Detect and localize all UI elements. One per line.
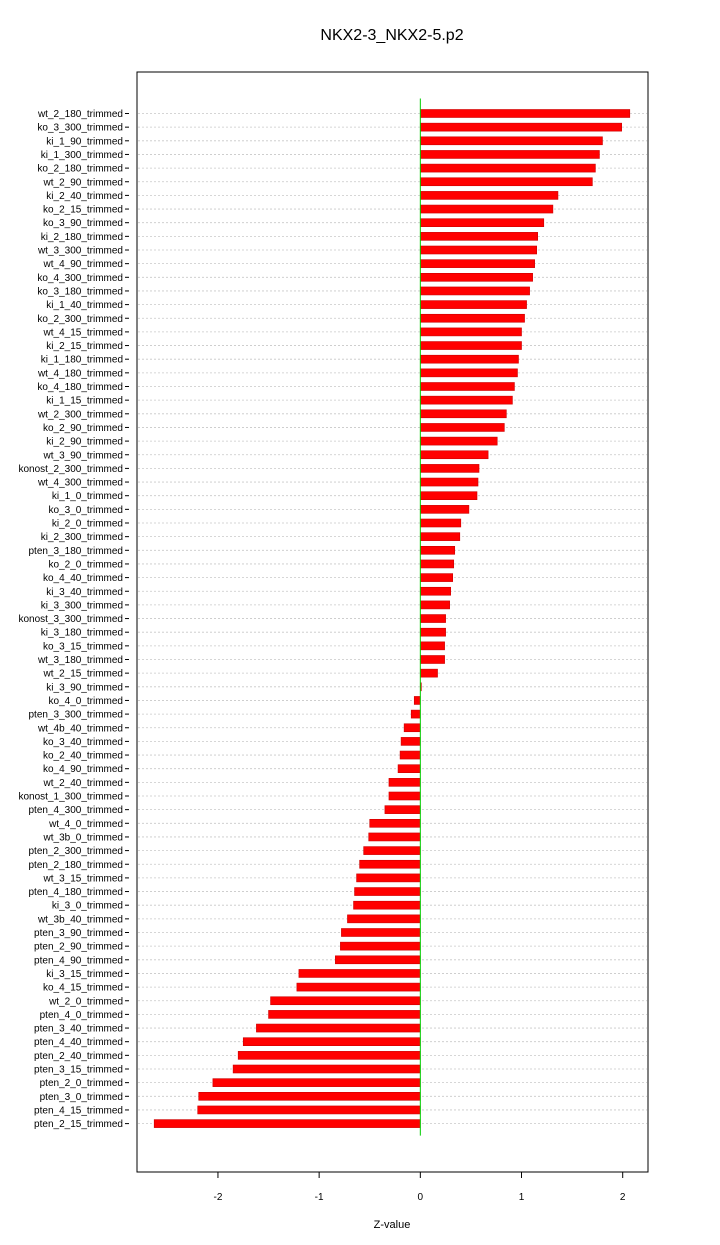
bar bbox=[360, 860, 421, 868]
category-label: ko_3_90_trimmed bbox=[42, 218, 123, 230]
category-label: ko_2_300_trimmed bbox=[37, 313, 123, 325]
bar bbox=[357, 874, 421, 882]
category-label: ki_1_300_trimmed bbox=[40, 149, 123, 161]
bar bbox=[389, 778, 420, 786]
category-label: pten_2_180_trimmed bbox=[28, 859, 123, 871]
bar bbox=[420, 574, 452, 582]
category-label: ko_4_40_trimmed bbox=[42, 573, 123, 585]
category-label: wt_2_15_trimmed bbox=[43, 668, 123, 680]
category-label: konost_3_300_trimmed bbox=[18, 614, 123, 626]
category-label: wt_3_90_trimmed bbox=[43, 450, 123, 462]
category-label: ko_3_40_trimmed bbox=[42, 736, 123, 748]
category-label: ko_2_0_trimmed bbox=[48, 559, 123, 571]
category-label: ki_2_40_trimmed bbox=[46, 190, 123, 202]
category-label: ki_1_90_trimmed bbox=[46, 136, 123, 148]
category-label: ko_4_300_trimmed bbox=[37, 272, 123, 284]
bar bbox=[420, 110, 629, 118]
category-label: pten_3_300_trimmed bbox=[28, 709, 123, 721]
bar bbox=[420, 615, 445, 623]
bar bbox=[420, 219, 543, 227]
bar bbox=[385, 806, 420, 814]
bar bbox=[389, 792, 420, 800]
category-label: pten_4_0_trimmed bbox=[39, 1009, 123, 1021]
category-label: ko_2_15_trimmed bbox=[42, 204, 123, 216]
bar bbox=[340, 942, 420, 950]
category-label: ki_3_15_trimmed bbox=[46, 968, 123, 980]
bar bbox=[420, 451, 488, 459]
bar bbox=[420, 164, 595, 172]
bar bbox=[420, 492, 477, 500]
bar bbox=[213, 1079, 420, 1087]
bar bbox=[199, 1092, 421, 1100]
category-label: ko_3_0_trimmed bbox=[48, 504, 123, 516]
category-label: wt_2_300_trimmed bbox=[37, 409, 123, 421]
category-label: wt_3b_0_trimmed bbox=[43, 832, 123, 844]
x-axis-title: Z-value bbox=[373, 1219, 411, 1231]
category-label: ki_1_0_trimmed bbox=[51, 491, 123, 503]
bar bbox=[297, 983, 420, 991]
bar bbox=[420, 191, 558, 199]
category-label: ki_3_90_trimmed bbox=[46, 682, 123, 694]
bar bbox=[420, 601, 449, 609]
bar bbox=[354, 901, 421, 909]
bar bbox=[420, 383, 514, 391]
x-tick-label: -1 bbox=[314, 1192, 324, 1203]
bar bbox=[420, 656, 444, 664]
category-label: pten_4_180_trimmed bbox=[28, 887, 123, 899]
category-label: wt_4_90_trimmed bbox=[43, 259, 123, 271]
bar bbox=[420, 478, 478, 486]
category-label: ki_1_15_trimmed bbox=[46, 395, 123, 407]
bar bbox=[370, 819, 421, 827]
plot-frame bbox=[137, 72, 648, 1172]
bar bbox=[299, 969, 420, 977]
bar bbox=[243, 1038, 420, 1046]
category-label: pten_2_300_trimmed bbox=[28, 846, 123, 858]
bar bbox=[414, 696, 420, 704]
category-label: ko_3_15_trimmed bbox=[42, 641, 123, 653]
category-label: ki_2_300_trimmed bbox=[40, 532, 123, 544]
category-label: wt_4_300_trimmed bbox=[37, 477, 123, 489]
category-label: ki_2_90_trimmed bbox=[46, 436, 123, 448]
bar bbox=[355, 888, 421, 896]
category-label: wt_3b_40_trimmed bbox=[37, 914, 123, 926]
category-label: ki_1_180_trimmed bbox=[40, 354, 123, 366]
bar bbox=[420, 232, 537, 240]
category-label: pten_4_300_trimmed bbox=[28, 805, 123, 817]
bar bbox=[335, 956, 420, 964]
category-label: pten_2_40_trimmed bbox=[34, 1050, 123, 1062]
bar bbox=[420, 287, 529, 295]
category-label: pten_4_40_trimmed bbox=[34, 1037, 123, 1049]
category-label: ko_4_180_trimmed bbox=[37, 382, 123, 393]
bar bbox=[238, 1051, 420, 1059]
bar bbox=[420, 519, 460, 527]
bar bbox=[420, 301, 526, 309]
bar bbox=[420, 546, 454, 554]
bar bbox=[420, 123, 621, 131]
category-label: wt_3_180_trimmed bbox=[37, 655, 123, 666]
bar bbox=[420, 396, 512, 404]
category-label: pten_3_180_trimmed bbox=[28, 545, 123, 557]
bar bbox=[347, 915, 420, 923]
bar bbox=[420, 150, 599, 158]
bar bbox=[420, 560, 453, 568]
bar bbox=[420, 328, 521, 336]
category-label: wt_2_180_trimmed bbox=[37, 109, 123, 120]
bar bbox=[341, 929, 420, 937]
category-label: ko_2_90_trimmed bbox=[42, 422, 123, 434]
bar bbox=[400, 751, 420, 759]
bar bbox=[420, 423, 504, 431]
category-label: ki_2_180_trimmed bbox=[40, 231, 123, 243]
bar bbox=[420, 464, 479, 472]
bar bbox=[411, 710, 420, 718]
bar bbox=[420, 533, 459, 541]
category-label: pten_2_0_trimmed bbox=[39, 1078, 123, 1090]
category-label: ki_2_15_trimmed bbox=[46, 341, 123, 353]
category-label: wt_4_0_trimmed bbox=[49, 818, 123, 830]
bar bbox=[198, 1106, 421, 1114]
category-label: ko_2_40_trimmed bbox=[42, 750, 123, 762]
category-label: pten_3_0_trimmed bbox=[39, 1091, 123, 1103]
category-label: pten_3_90_trimmed bbox=[34, 928, 123, 939]
x-tick-label: 2 bbox=[619, 1192, 626, 1203]
category-label: ki_3_300_trimmed bbox=[40, 600, 123, 612]
x-tick-label: 0 bbox=[417, 1192, 424, 1203]
bar bbox=[420, 342, 521, 350]
category-labels bbox=[18, 109, 129, 1130]
bar bbox=[420, 642, 444, 650]
category-label: wt_2_40_trimmed bbox=[43, 777, 123, 789]
bar bbox=[271, 997, 421, 1005]
bar bbox=[420, 628, 445, 636]
category-label: ko_4_15_trimmed bbox=[42, 982, 123, 994]
category-label: ki_3_40_trimmed bbox=[46, 586, 123, 598]
x-tick-label: 1 bbox=[518, 1192, 525, 1203]
bar bbox=[369, 833, 421, 841]
bar bbox=[404, 724, 420, 732]
category-label: pten_4_90_trimmed bbox=[34, 955, 123, 967]
category-label: ko_4_0_trimmed bbox=[48, 695, 123, 707]
bar bbox=[420, 669, 437, 677]
category-label: konost_1_300_trimmed bbox=[18, 791, 123, 803]
bar bbox=[420, 410, 506, 418]
bar bbox=[420, 314, 524, 322]
bar bbox=[420, 246, 536, 254]
category-label: wt_4_15_trimmed bbox=[43, 327, 123, 339]
category-label: wt_4_180_trimmed bbox=[37, 368, 123, 380]
bar bbox=[420, 587, 450, 595]
category-label: ki_1_40_trimmed bbox=[46, 300, 123, 312]
bar bbox=[420, 260, 534, 268]
category-label: pten_3_15_trimmed bbox=[34, 1064, 123, 1076]
category-label: ko_3_180_trimmed bbox=[37, 286, 123, 298]
category-label: ki_2_0_trimmed bbox=[51, 518, 123, 530]
bar bbox=[420, 369, 517, 377]
bar bbox=[420, 437, 497, 445]
category-label: wt_4b_40_trimmed bbox=[37, 723, 123, 735]
category-label: wt_3_15_trimmed bbox=[43, 873, 123, 885]
category-label: pten_2_90_trimmed bbox=[34, 941, 123, 953]
bar bbox=[420, 505, 469, 513]
bar bbox=[420, 355, 518, 363]
bar bbox=[401, 737, 420, 745]
category-label: pten_4_15_trimmed bbox=[34, 1105, 123, 1117]
bar bbox=[269, 1010, 421, 1018]
category-label: konost_2_300_trimmed bbox=[18, 463, 123, 475]
bar bbox=[420, 137, 602, 145]
category-label: pten_3_40_trimmed bbox=[34, 1023, 123, 1035]
bar bbox=[364, 847, 421, 855]
bar bbox=[154, 1120, 420, 1128]
bar bbox=[398, 765, 420, 773]
category-label: ko_2_180_trimmed bbox=[37, 163, 123, 175]
bar bbox=[420, 205, 553, 213]
bar bbox=[420, 178, 592, 186]
category-label: wt_3_300_trimmed bbox=[37, 245, 123, 257]
category-label: ki_3_180_trimmed bbox=[40, 627, 123, 639]
x-tick-label: -2 bbox=[213, 1192, 223, 1203]
bar bbox=[256, 1024, 420, 1032]
bar bbox=[233, 1065, 420, 1073]
category-label: wt_2_90_trimmed bbox=[43, 177, 123, 189]
chart-title: NKX2-3_NKX2-5.p2 bbox=[320, 27, 464, 44]
category-label: wt_2_0_trimmed bbox=[49, 996, 123, 1008]
category-label: pten_2_15_trimmed bbox=[34, 1119, 123, 1131]
x-axis bbox=[213, 1172, 625, 1203]
category-label: ki_3_0_trimmed bbox=[51, 900, 123, 912]
bar bbox=[420, 273, 532, 281]
category-label: ko_4_90_trimmed bbox=[42, 764, 123, 776]
category-label: ko_3_300_trimmed bbox=[37, 122, 123, 134]
